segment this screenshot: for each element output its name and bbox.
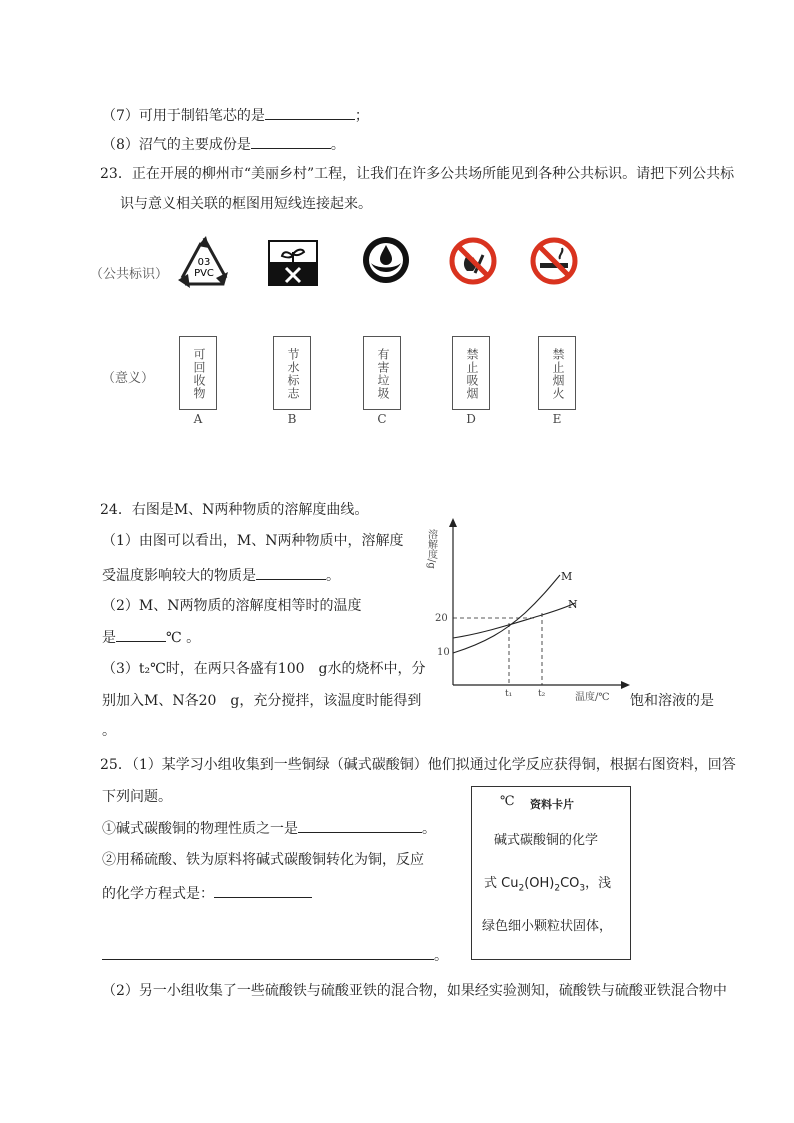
row-label-signs: （公共标识） <box>90 267 169 282</box>
q25-s2c: 。 <box>102 946 448 965</box>
q25-line1: 25．（1）某学习小组收集到一些铜绿（碱式碳酸铜）他们拟通过化学反应获得铜，根据右图资料，回答 <box>100 757 736 773</box>
meaning-box-d[interactable]: 禁止吸烟 <box>452 336 490 410</box>
q24-p2b: 是 ℃ 。 <box>102 630 201 646</box>
no-smoking-icon <box>530 237 578 285</box>
answer-blank[interactable] <box>214 884 312 898</box>
card-title: 资料卡片 <box>530 798 574 811</box>
x-tick-t2: t₂ <box>538 689 546 699</box>
answer-blank[interactable] <box>256 566 326 580</box>
x-tick-t1: t₁ <box>505 689 513 699</box>
card-unit: ℃ <box>500 794 515 809</box>
answer-blank[interactable] <box>298 819 422 833</box>
info-card <box>471 786 631 960</box>
q24-p3c: 。 <box>102 723 116 739</box>
q24-p3b: 别加入M、N各20 g，充分搅拌，该温度时能得到 <box>102 693 422 709</box>
q22-item8: （8）沼气的主要成份是 。 <box>102 137 345 153</box>
recycle-pvc-icon <box>176 234 232 290</box>
meaning-box-b[interactable]: 节水标志 <box>273 336 311 410</box>
q24-p3a: （3）t₂℃时，在两只各盛有100 g水的烧杯中，分 <box>102 661 426 677</box>
svg-text:03: 03 <box>197 257 211 268</box>
no-fire-icon <box>449 237 497 285</box>
meaning-letter-e: E <box>552 412 562 426</box>
q24-p2a: （2）M、N两物质的溶解度相等时的温度 <box>102 598 362 614</box>
q22-item7: （7）可用于制铅笔芯的是 ； <box>102 108 369 124</box>
y-tick-10: 10 <box>437 647 450 658</box>
meaning-box-c[interactable]: 有害垃圾 <box>363 336 401 410</box>
q25-s1: ①碱式碳酸铜的物理性质之一是 。 <box>102 821 436 837</box>
q25-line2: 下列问题。 <box>102 789 172 805</box>
meaning-box-a[interactable]: 可回收物 <box>179 336 217 410</box>
q24-p3b-tail: 饱和溶液的是 <box>630 693 714 709</box>
answer-blank[interactable] <box>116 628 166 642</box>
row-label-meanings: （意义） <box>102 371 155 386</box>
hazardous-waste-icon <box>268 240 318 286</box>
curve-n <box>453 603 575 638</box>
q23-line1: 23．正在开展的柳州市“美丽乡村”工程，让我们在许多公共场所能见到各种公共标识。请把下列公共标 <box>100 166 735 182</box>
meaning-letter-b: B <box>287 412 297 426</box>
q25-s2a: ②用稀硫酸、铁为原料将碱式碳酸铜转化为铜，反应 <box>102 852 424 868</box>
card-line3: 绿色细小颗粒状固体， <box>482 919 613 934</box>
y-tick-20: 20 <box>435 613 448 624</box>
solubility-chart <box>425 515 640 705</box>
water-saving-icon <box>361 235 411 285</box>
q25-p2: （2）另一小组收集了一些硫酸铁与硫酸亚铁的混合物，如果经实验测知，硫酸铁与硫酸亚铁混合物中 <box>102 983 727 999</box>
meaning-letter-d: D <box>466 412 476 426</box>
card-line1: 碱式碳酸铜的化学 <box>494 833 599 848</box>
q25-s2b: 的化学方程式是： <box>102 884 312 903</box>
q23-line2: 识与意义相关联的框图用短线连接起来。 <box>120 196 372 212</box>
series-label-n: N <box>568 598 578 611</box>
q24-intro: 24．右图是M、N两种物质的溶解度曲线。 <box>100 502 369 518</box>
series-label-m: M <box>561 570 573 583</box>
y-axis-label: 溶解度/g <box>425 529 437 569</box>
meaning-box-e[interactable]: 禁止烟火 <box>538 336 576 410</box>
svg-text:PVC: PVC <box>194 268 214 279</box>
q24-p1a: （1）由图可以看出，M、N两种物质中，溶解度 <box>102 533 404 549</box>
meaning-letter-a: A <box>193 412 203 426</box>
answer-blank[interactable] <box>265 106 355 120</box>
answer-blank[interactable] <box>251 135 331 149</box>
q24-p1b: 受温度影响较大的物质是 。 <box>102 568 340 584</box>
meaning-letter-c: C <box>377 412 387 426</box>
x-axis-arrow <box>621 681 630 689</box>
x-axis-label: 温度/℃ <box>575 692 610 703</box>
answer-blank[interactable] <box>102 946 434 960</box>
card-line2: 式 $Cu_2(OH)_2CO_3$，浅 <box>484 876 612 894</box>
y-axis-arrow <box>449 518 457 527</box>
